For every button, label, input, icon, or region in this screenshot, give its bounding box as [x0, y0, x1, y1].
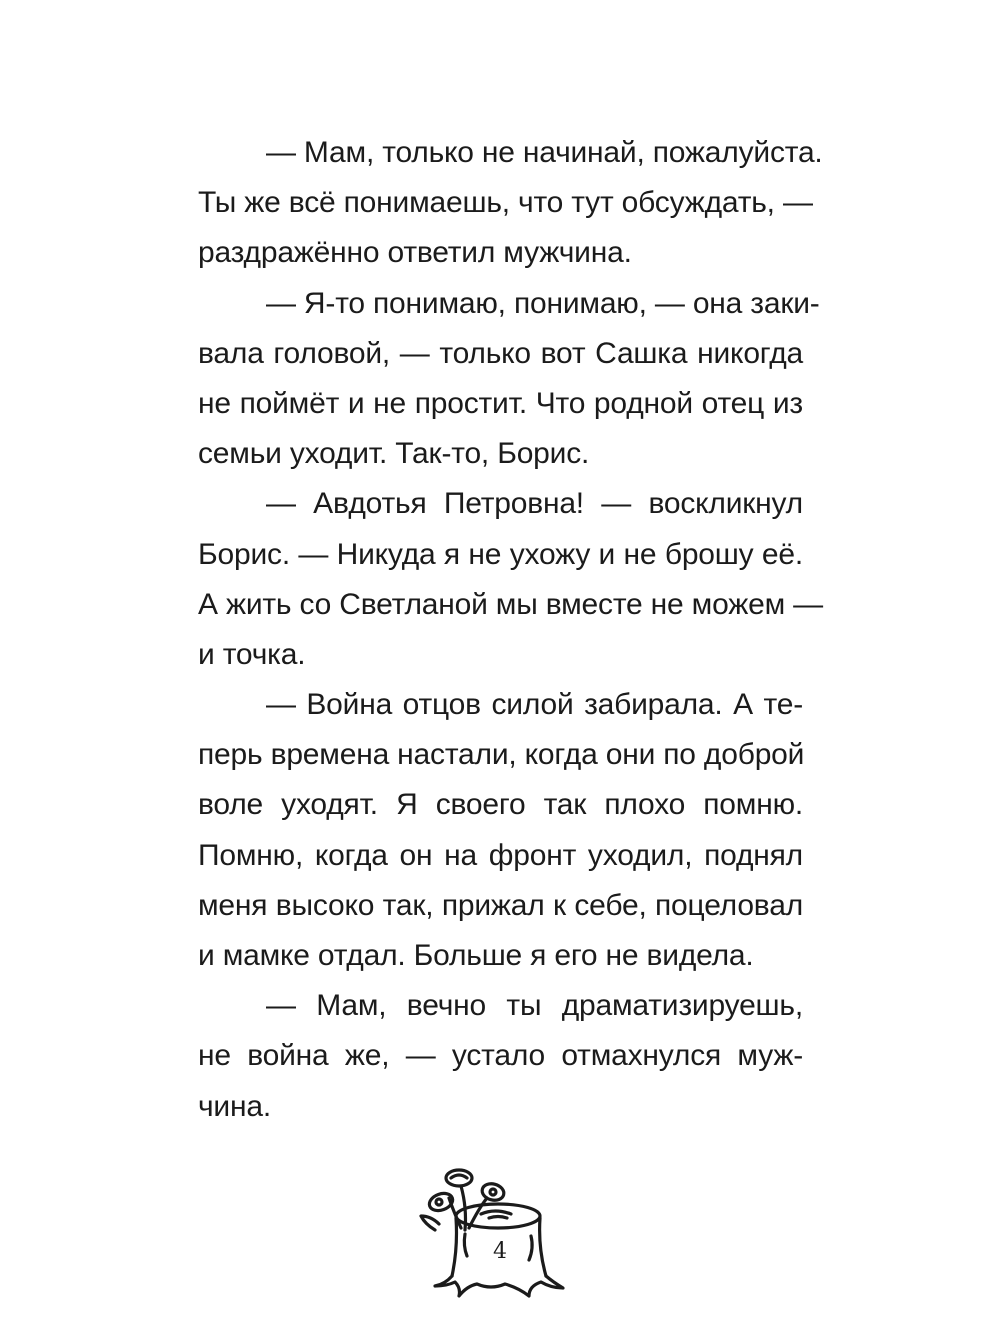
- stump-with-mushrooms-icon: [395, 1158, 595, 1308]
- text-line: не поймёт и не простит. Что родной отец из: [198, 386, 803, 420]
- text-line: — Авдотья Петровна! — воскликнул: [266, 487, 803, 521]
- text-line: Помню, когда он на фронт уходил, поднял: [198, 838, 803, 872]
- text-line: не война же, — устало отмахнулся муж-: [198, 1039, 803, 1073]
- text-line: Борис. — Никуда я не ухожу и не брошу её.: [198, 537, 803, 571]
- text-line: вала головой, — только вот Сашка никогда: [198, 336, 803, 370]
- text-line: и мамке отдал. Больше я его не видела.: [198, 939, 754, 972]
- text-line: семьи уходит. Так-то, Борис.: [198, 437, 590, 471]
- text-line: — Война отцов силой забирала. А те-: [266, 688, 803, 722]
- text-line: перь времена настали, когда они по доброй: [198, 738, 805, 772]
- page-body-text: [198, 128, 823, 1132]
- text-line: раздражённо ответил мужчина.: [198, 236, 632, 270]
- text-line: А жить со Светланой мы вместе не можем —: [198, 587, 823, 621]
- page-number: 4: [493, 1239, 507, 1264]
- text-line: чина.: [198, 1089, 271, 1123]
- text-line: воле уходят. Я своего так плохо помню.: [198, 788, 803, 822]
- text-line: меня высоко так, прижал к себе, поцеловал: [198, 888, 803, 922]
- text-line: — Мам, только не начинай, пожалуйста.: [266, 136, 823, 169]
- text-line: — Мам, вечно ты драматизируешь,: [266, 989, 803, 1023]
- text-line: Ты же всё понимаешь, что тут обсуждать, —: [198, 186, 813, 220]
- text-line: — Я-то понимаю, понимаю, — она заки-: [266, 286, 820, 320]
- text-line: и точка.: [198, 637, 306, 671]
